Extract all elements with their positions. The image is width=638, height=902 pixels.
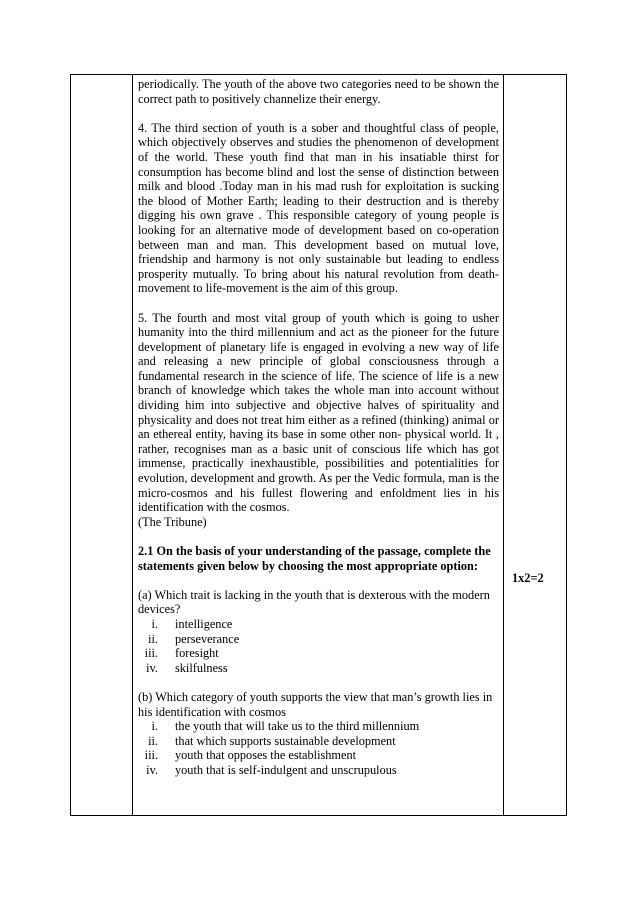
option-text: perseverance bbox=[175, 631, 240, 646]
passage-source: (The Tribune) bbox=[138, 514, 207, 529]
option-number: iv. bbox=[146, 660, 158, 675]
option-text: skilfulness bbox=[175, 660, 228, 675]
option-text: youth that opposes the establishment bbox=[175, 748, 357, 763]
passage-cell bbox=[138, 77, 499, 778]
option-number: ii. bbox=[148, 631, 158, 646]
option-number: i. bbox=[151, 616, 158, 631]
option-text: that which supports sustainable development bbox=[175, 733, 396, 748]
passage-paragraph-5: 5. The fourth and most vital group of youth which is going to usher humanity into the third millennium and act as the pioneer for the future development of planetary life is engaged in evolving a new way of life and releasing a new principle of global consciousness through a fundamental research in the science of life. The science of life is a new branch of knowledge which takes the whole man into account without dividing him into subjective and objective halves of spirituality and physicality and does not treat him either as a refined (thinking) animal or an ethereal entity, having its base in some other non- physical world. It , rather, recognises man as a basic unit of conscious life which has got immense, practically inexhaustible, possibilities and potentialities for evolution, development and growth. As per the Vedic formula, man is the micro-cosmos and his fullest flowering and enfoldment lies in his identification with the cosmos. bbox=[138, 310, 499, 515]
option-item bbox=[138, 734, 499, 749]
option-item bbox=[138, 661, 499, 676]
option-item bbox=[138, 763, 499, 778]
column-divider-right bbox=[503, 75, 504, 815]
option-text: intelligence bbox=[175, 616, 233, 631]
option-number: iii. bbox=[144, 748, 158, 763]
option-number: iii. bbox=[144, 646, 158, 661]
question-b-options bbox=[138, 719, 499, 777]
option-text: the youth that will take us to the third millennium bbox=[175, 719, 420, 734]
question-b-stem: (b) Which category of youth supports the view that man’s growth lies in his identification with cosmos bbox=[138, 689, 493, 719]
option-number: iv. bbox=[146, 762, 158, 777]
option-item bbox=[138, 617, 499, 632]
option-item bbox=[138, 632, 499, 647]
passage-paragraph-4: 4. The third section of youth is a sober and thoughtful class of people, which objectively observes and studies the phenomenon of development of the world. These youth find that man in his insatiable thirst for consumption has become blind and lost the sense of distinction between milk and blood .Today man in his mad rush for exploitation is sucking the blood of Mother Earth; leading to their destruction and is thereby digging his own grave . This responsible category of young people is looking for an alternative mode of development based on co-operation between man and man. This development based on mutual love, friendship and harmony is not only sustainable but leading to endless prosperity mutually. To bring about his natural revolution from death-movement to life-movement is the aim of this group. bbox=[138, 120, 499, 296]
option-number: i. bbox=[151, 719, 158, 734]
option-number: ii. bbox=[148, 733, 158, 748]
option-text: youth that is self-indulgent and unscrupulous bbox=[175, 762, 397, 777]
question-a-stem: (a) Which trait is lacking in the youth that is dexterous with the modern devices? bbox=[138, 587, 490, 617]
option-text: foresight bbox=[175, 646, 219, 661]
marks-label: 1x2=2 bbox=[512, 571, 544, 585]
question-heading: 2.1 On the basis of your understanding of the passage, complete the statements given below by choosing the most appropriate option: bbox=[138, 544, 491, 573]
passage-paragraph-continued: periodically. The youth of the above two categories need to be shown the correct path to positively channelize their energy. bbox=[138, 77, 499, 106]
column-divider-left bbox=[132, 75, 133, 815]
question-table bbox=[70, 74, 567, 816]
question-a-options bbox=[138, 617, 499, 675]
option-item bbox=[138, 748, 499, 763]
option-item bbox=[138, 719, 499, 734]
option-item bbox=[138, 646, 499, 661]
